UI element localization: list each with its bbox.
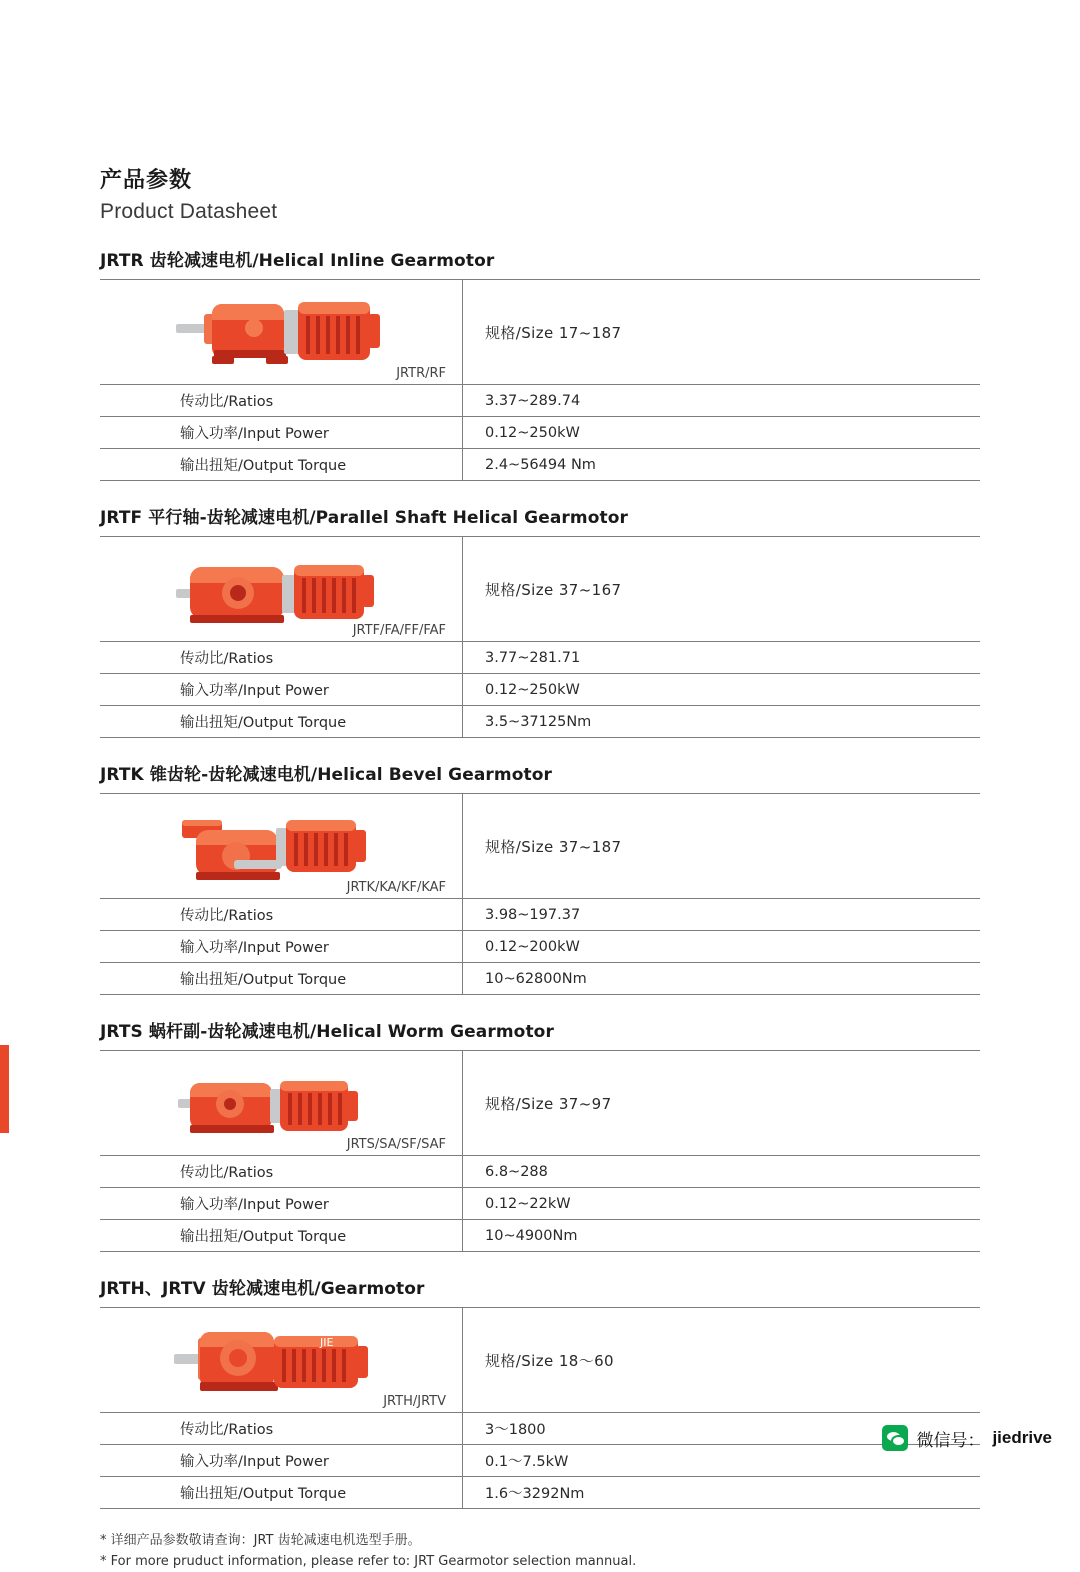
section-heading: JRTF 平行轴-齿轮减速电机/Parallel Shaft Helical Gearmotor (100, 508, 628, 529)
row-label-output-torque: 输出扭矩/Output Torque (100, 1220, 463, 1252)
product-block-jrtr (100, 246, 980, 481)
helical-worm-gearmotor-icon (168, 1059, 398, 1147)
row-value-ratios: 3～1800 (463, 1413, 981, 1445)
page-spine-marker (0, 1045, 9, 1133)
table-row (100, 674, 980, 706)
page-content (100, 168, 980, 1572)
wechat-handle: jiedrive (992, 1428, 1052, 1447)
row-value-ratios: 3.98~197.37 (463, 899, 981, 931)
product-image-cell (100, 1051, 463, 1156)
row-value-ratios: 3.77~281.71 (463, 642, 981, 674)
row-value-output-torque: 1.6～3292Nm (463, 1477, 981, 1509)
table-row (100, 794, 980, 899)
spec-table (100, 279, 980, 481)
spec-table (100, 1050, 980, 1252)
row-label-input-power: 输入功率/Input Power (100, 1445, 463, 1477)
row-value-input-power: 0.1～7.5kW (463, 1445, 981, 1477)
table-row (100, 706, 980, 738)
row-value-ratios: 3.37~289.74 (463, 385, 981, 417)
table-row (100, 899, 980, 931)
product-block-jrtk (100, 760, 980, 995)
product-image-caption: JRTH/JRTV (383, 1394, 446, 1410)
table-row (100, 1445, 980, 1477)
section-heading: JRTK 锥齿轮-齿轮减速电机/Helical Bevel Gearmotor (100, 765, 552, 786)
row-value-input-power: 0.12~22kW (463, 1188, 981, 1220)
helical-bevel-gearmotor-icon (168, 802, 398, 890)
product-block-jrts (100, 1017, 980, 1252)
table-row (100, 931, 980, 963)
row-value-input-power: 0.12~250kW (463, 674, 981, 706)
product-image-cell (100, 794, 463, 899)
table-row (100, 537, 980, 642)
row-label-ratios: 传动比/Ratios (100, 899, 463, 931)
product-image-caption: JRTK/KA/KF/KAF (346, 880, 446, 896)
parallel-shaft-gearmotor-icon (168, 545, 398, 633)
table-row (100, 963, 980, 995)
row-label-input-power: 输入功率/Input Power (100, 417, 463, 449)
table-row (100, 280, 980, 385)
page-title-english: Product Datasheet (100, 200, 278, 224)
table-row (100, 1220, 980, 1252)
size-value: 规格/Size 17~187 (463, 280, 981, 385)
row-value-output-torque: 3.5~37125Nm (463, 706, 981, 738)
table-row (100, 417, 980, 449)
spec-table (100, 1307, 980, 1509)
table-row (100, 1477, 980, 1509)
row-value-output-torque: 2.4~56494 Nm (463, 449, 981, 481)
row-label-output-torque: 输出扭矩/Output Torque (100, 706, 463, 738)
size-value: 规格/Size 18～60 (463, 1308, 981, 1413)
table-row (100, 1308, 980, 1413)
footnote-chinese: * 详细产品参数敬请查询：JRT 齿轮减速电机选型手册。 (100, 1533, 421, 1549)
section-heading: JRTS 蜗杆副-齿轮减速电机/Helical Worm Gearmotor (100, 1022, 554, 1043)
product-block-jrth-jrtv (100, 1274, 980, 1509)
row-label-input-power: 输入功率/Input Power (100, 674, 463, 706)
wechat-icon (882, 1425, 908, 1451)
product-image-cell (100, 280, 463, 385)
table-row (100, 1413, 980, 1445)
footnotes (100, 1531, 980, 1571)
row-value-output-torque: 10~62800Nm (463, 963, 981, 995)
helical-inline-gearmotor-icon (168, 288, 398, 376)
footnote-english: * For more pruduct information, please refer to: JRT Gearmotor selection mannual. (100, 1553, 637, 1569)
row-label-ratios: 传动比/Ratios (100, 1156, 463, 1188)
section-heading: JRTH、JRTV 齿轮减速电机/Gearmotor (100, 1279, 425, 1300)
row-label-input-power: 输入功率/Input Power (100, 931, 463, 963)
table-row (100, 1156, 980, 1188)
table-row (100, 1188, 980, 1220)
section-heading: JRTR 齿轮减速电机/Helical Inline Gearmotor (100, 251, 495, 272)
page-title-chinese: 产品参数 (100, 168, 193, 193)
row-value-output-torque: 10~4900Nm (463, 1220, 981, 1252)
svg-text:JIE: JIE (320, 1336, 334, 1350)
row-value-ratios: 6.8~288 (463, 1156, 981, 1188)
table-row (100, 385, 980, 417)
row-value-input-power: 0.12~250kW (463, 417, 981, 449)
row-label-output-torque: 输出扭矩/Output Torque (100, 449, 463, 481)
size-value: 规格/Size 37~187 (463, 794, 981, 899)
size-value: 规格/Size 37~167 (463, 537, 981, 642)
size-value: 规格/Size 37~97 (463, 1051, 981, 1156)
wechat-footer (882, 1425, 1052, 1451)
row-label-ratios: 传动比/Ratios (100, 385, 463, 417)
product-image-cell (100, 537, 463, 642)
gearmotor-icon (168, 1316, 398, 1404)
row-label-input-power: 输入功率/Input Power (100, 1188, 463, 1220)
product-image-cell (100, 1308, 463, 1413)
product-image-caption: JRTS/SA/SF/SAF (346, 1137, 446, 1153)
wechat-label: 微信号： (916, 1430, 985, 1451)
product-image-caption: JRTF/FA/FF/FAF (352, 623, 446, 639)
product-block-jrtf (100, 503, 980, 738)
product-image-caption: JRTR/RF (396, 366, 446, 382)
row-label-output-torque: 输出扭矩/Output Torque (100, 963, 463, 995)
row-label-ratios: 传动比/Ratios (100, 642, 463, 674)
table-row (100, 449, 980, 481)
table-row (100, 642, 980, 674)
row-value-input-power: 0.12~200kW (463, 931, 981, 963)
row-label-ratios: 传动比/Ratios (100, 1413, 463, 1445)
table-row (100, 1051, 980, 1156)
spec-table (100, 793, 980, 995)
spec-table (100, 536, 980, 738)
row-label-output-torque: 输出扭矩/Output Torque (100, 1477, 463, 1509)
